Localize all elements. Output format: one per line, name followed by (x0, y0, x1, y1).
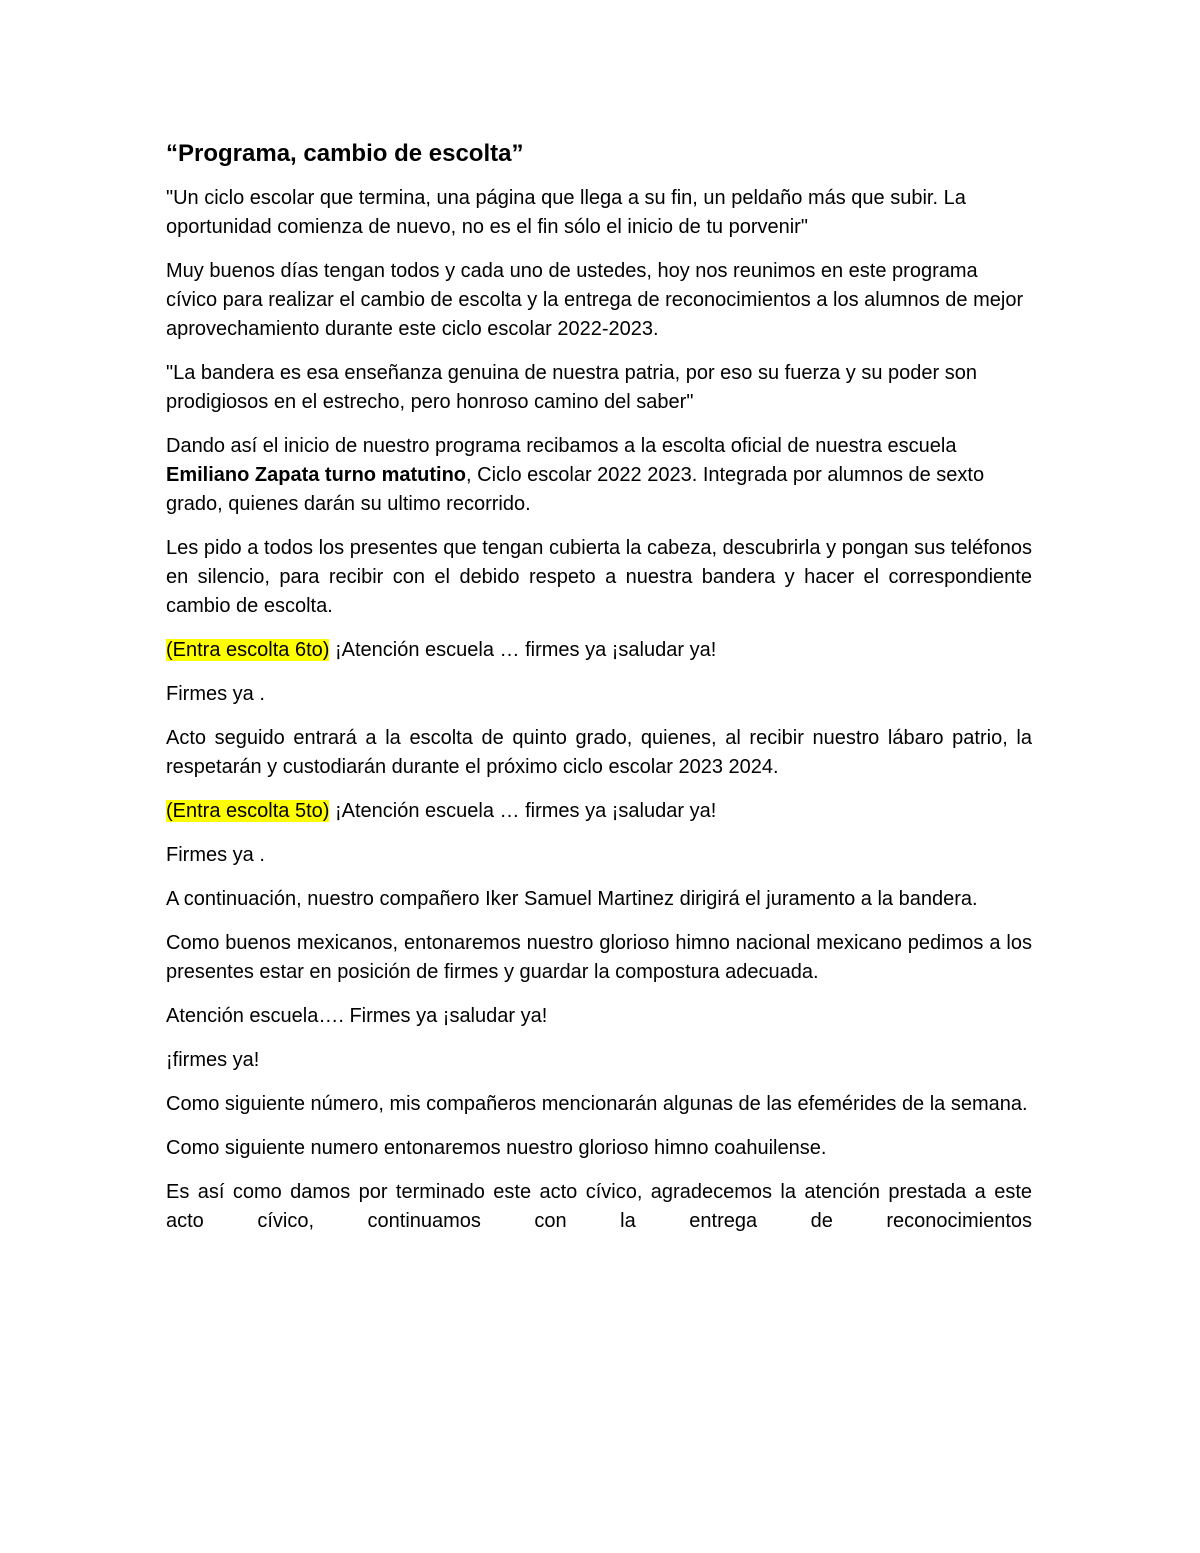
flag-quote: "La bandera es esa enseñanza genuina de nuestra patria, por eso su fuerza y su poder son prodigiosos en el estrecho, pero honroso camino del saber" (166, 362, 977, 413)
escort-6-command (166, 636, 1032, 665)
escort-intro-text-end: , Ciclo escolar 2022 2023. Integrada por alumnos de sexto grado, quienes darán su ultimo recorrido. (166, 464, 985, 515)
firmes-line-2: Firmes ya . (166, 844, 265, 866)
instructions-paragraph: Les pido a todos los presentes que tengan cubierta la cabeza, descubrirla y pongan sus teléfonos en silencio, para recibir con el debido respeto a nuestra bandera y hacer el correspondiente cambio de escolta. (166, 537, 1032, 617)
escort-intro-text: Dando así el inicio de nuestro programa recibamos a la escolta oficial de nuestra escuela (166, 435, 957, 457)
attention-command: Atención escuela…. Firmes ya ¡saludar ya! (166, 1005, 548, 1027)
oath-paragraph: A continuación, nuestro compañero Iker Samuel Martinez dirigirá el juramento a la bandera. (166, 888, 978, 910)
anthem-paragraph: Como buenos mexicanos, entonaremos nuestro glorioso himno nacional mexicano pedimos a los presentes estar en posición de firmes y guardar la compostura adecuada. (166, 932, 1032, 983)
escort-5-command (166, 797, 1032, 826)
stage-direction-5to: (Entra escolta 5to) (166, 800, 330, 822)
ephemerides-paragraph: Como siguiente número, mis compañeros mencionarán algunas de las efemérides de la semana. (166, 1093, 1028, 1115)
document-body (166, 138, 1032, 1251)
closing-paragraph: Es así como damos por terminado este acto cívico, agradecemos la atención prestada a este acto cívico, continuamos con la entrega de reconocimientos (166, 1181, 1032, 1232)
command-text-6to: ¡Atención escuela … firmes ya ¡saludar ya! (329, 639, 717, 661)
welcome-paragraph: Muy buenos días tengan todos y cada uno de ustedes, hoy nos reunimos en este programa cívico para realizar el cambio de escolta y la entrega de reconocimientos a los alumnos de mejor aprovechamiento durante este ciclo escolar 2022-2023. (166, 260, 1024, 340)
firmes-line-1: Firmes ya . (166, 683, 265, 705)
firmes-command: ¡firmes ya! (166, 1049, 260, 1071)
school-name: Emiliano Zapata turno matutino (166, 464, 467, 486)
document-title: “Programa, cambio de escolta” (166, 140, 524, 167)
escort-intro-paragraph (166, 432, 1032, 519)
fifth-grade-paragraph: Acto seguido entrará a la escolta de quinto grado, quienes, al recibir nuestro lábaro patrio, la respetarán y custodiarán durante el próximo ciclo escolar 2023 2024. (166, 727, 1032, 778)
stage-direction-6to: (Entra escolta 6to) (166, 639, 330, 661)
coahuila-anthem-paragraph: Como siguiente numero entonaremos nuestro glorioso himno coahuilense. (166, 1137, 827, 1159)
opening-quote: "Un ciclo escolar que termina, una página que llega a su fin, un peldaño más que subir. La oportunidad comienza de nuevo, no es el fin sólo el inicio de tu porvenir" (166, 187, 966, 238)
command-text-5to: ¡Atención escuela … firmes ya ¡saludar ya! (329, 800, 717, 822)
